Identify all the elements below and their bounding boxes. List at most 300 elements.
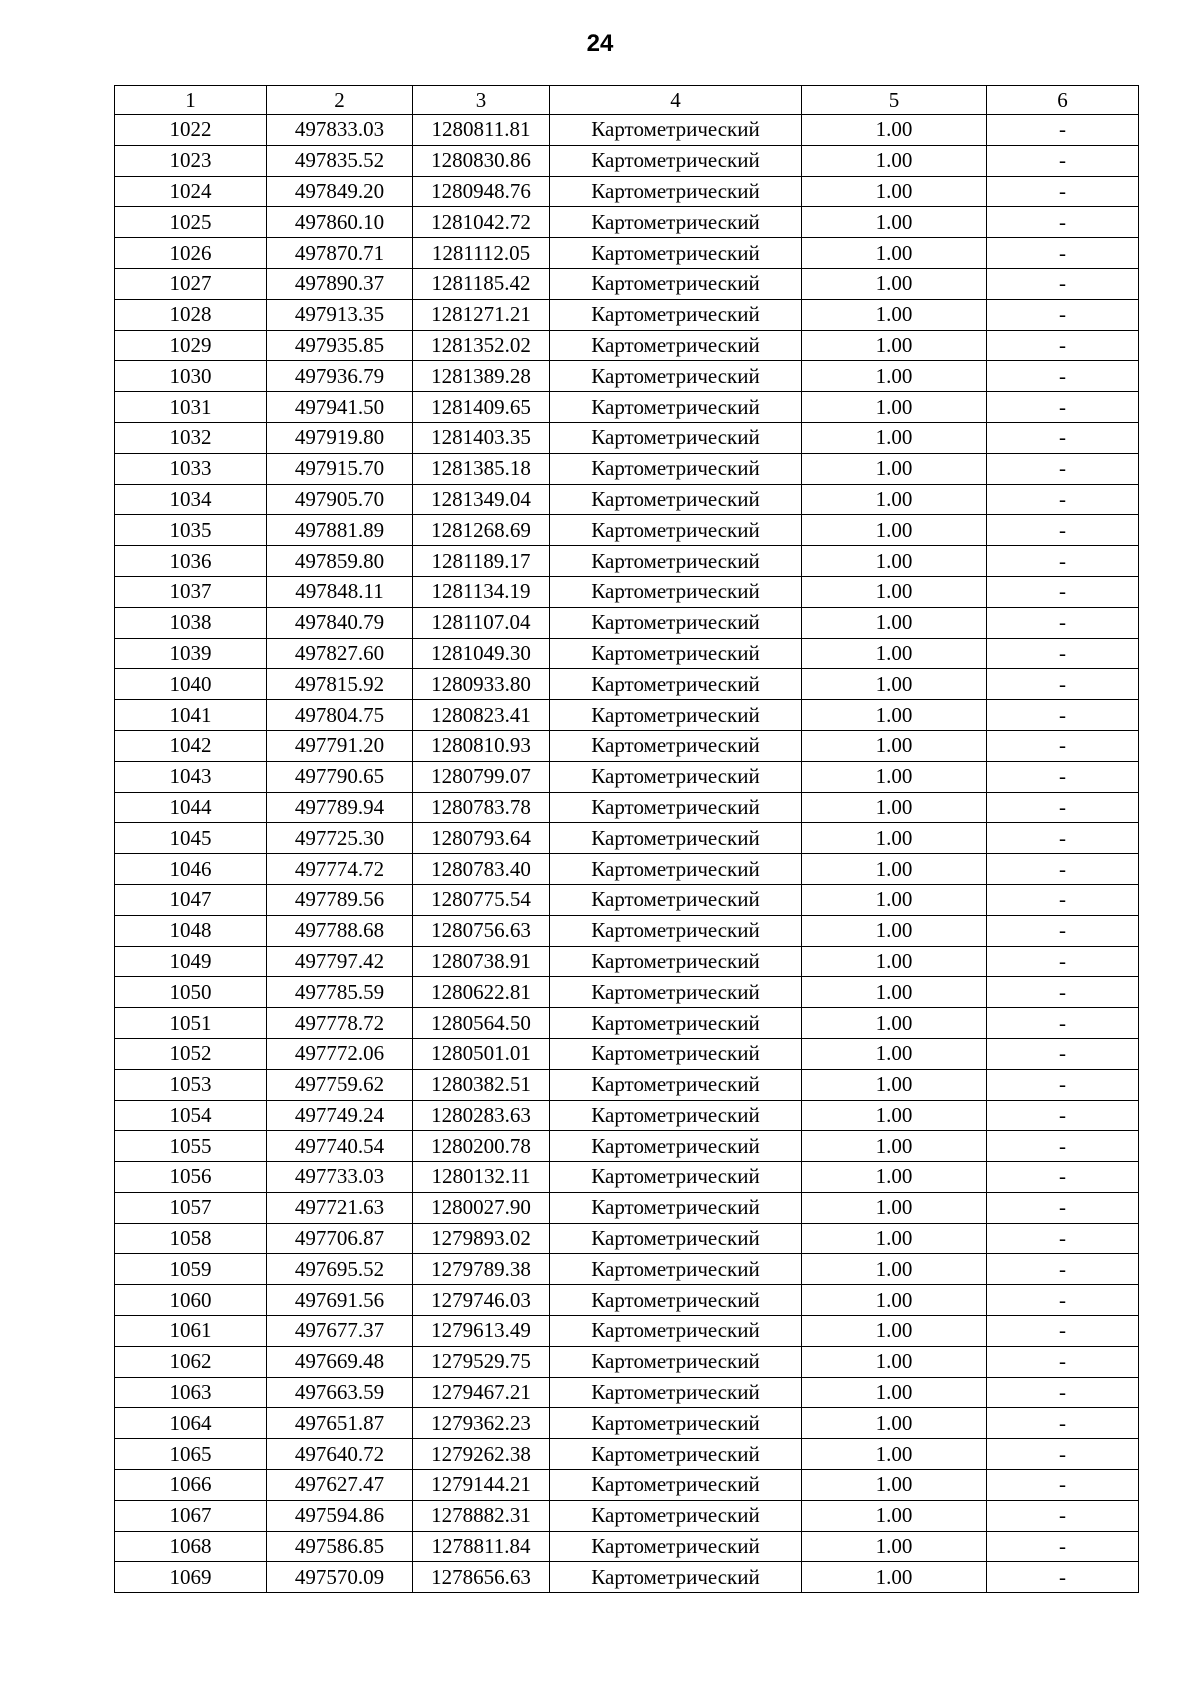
method-cell: Картометрический — [550, 361, 802, 392]
y-coordinate-cell: 1280283.63 — [413, 1100, 550, 1131]
x-coordinate-cell: 497570.09 — [267, 1562, 413, 1593]
y-coordinate-cell: 1281389.28 — [413, 361, 550, 392]
x-coordinate-cell: 497627.47 — [267, 1470, 413, 1501]
method-cell: Картометрический — [550, 207, 802, 238]
description-cell: - — [987, 1346, 1139, 1377]
point-number-cell: 1022 — [115, 115, 267, 146]
precision-cell: 1.00 — [802, 115, 987, 146]
point-number-cell: 1053 — [115, 1069, 267, 1100]
method-cell: Картометрический — [550, 330, 802, 361]
table-row — [115, 792, 1139, 823]
y-coordinate-cell: 1279789.38 — [413, 1254, 550, 1285]
method-cell: Картометрический — [550, 238, 802, 269]
y-coordinate-cell: 1281271.21 — [413, 299, 550, 330]
table-row — [115, 1162, 1139, 1193]
method-cell: Картометрический — [550, 1439, 802, 1470]
y-coordinate-cell: 1281107.04 — [413, 607, 550, 638]
x-coordinate-cell: 497740.54 — [267, 1131, 413, 1162]
precision-cell: 1.00 — [802, 1100, 987, 1131]
point-number-cell: 1027 — [115, 268, 267, 299]
column-header: 3 — [413, 86, 550, 115]
y-coordinate-cell: 1280756.63 — [413, 915, 550, 946]
precision-cell: 1.00 — [802, 1254, 987, 1285]
method-cell: Картометрический — [550, 884, 802, 915]
table-row — [115, 946, 1139, 977]
point-number-cell: 1058 — [115, 1223, 267, 1254]
column-header: 4 — [550, 86, 802, 115]
y-coordinate-cell: 1280738.91 — [413, 946, 550, 977]
column-header: 6 — [987, 86, 1139, 115]
table-row — [115, 730, 1139, 761]
method-cell: Картометрический — [550, 1562, 802, 1593]
point-number-cell: 1063 — [115, 1377, 267, 1408]
x-coordinate-cell: 497881.89 — [267, 515, 413, 546]
method-cell: Картометрический — [550, 1162, 802, 1193]
method-cell: Картометрический — [550, 484, 802, 515]
y-coordinate-cell: 1280783.78 — [413, 792, 550, 823]
precision-cell: 1.00 — [802, 1316, 987, 1347]
y-coordinate-cell: 1280622.81 — [413, 977, 550, 1008]
point-number-cell: 1025 — [115, 207, 267, 238]
precision-cell: 1.00 — [802, 1069, 987, 1100]
table-row — [115, 1531, 1139, 1562]
point-number-cell: 1049 — [115, 946, 267, 977]
x-coordinate-cell: 497594.86 — [267, 1500, 413, 1531]
description-cell: - — [987, 1069, 1139, 1100]
method-cell: Картометрический — [550, 1069, 802, 1100]
table-row — [115, 823, 1139, 854]
x-coordinate-cell: 497870.71 — [267, 238, 413, 269]
y-coordinate-cell: 1278882.31 — [413, 1500, 550, 1531]
y-coordinate-cell: 1280823.41 — [413, 700, 550, 731]
description-cell: - — [987, 1531, 1139, 1562]
description-cell: - — [987, 1223, 1139, 1254]
point-number-cell: 1036 — [115, 546, 267, 577]
x-coordinate-cell: 497640.72 — [267, 1439, 413, 1470]
y-coordinate-cell: 1280200.78 — [413, 1131, 550, 1162]
precision-cell: 1.00 — [802, 946, 987, 977]
x-coordinate-cell: 497725.30 — [267, 823, 413, 854]
description-cell: - — [987, 761, 1139, 792]
table-row — [115, 1346, 1139, 1377]
y-coordinate-cell: 1278656.63 — [413, 1562, 550, 1593]
point-number-cell: 1026 — [115, 238, 267, 269]
precision-cell: 1.00 — [802, 823, 987, 854]
description-cell: - — [987, 1439, 1139, 1470]
method-cell: Картометрический — [550, 546, 802, 577]
table-header-row — [115, 86, 1139, 115]
method-cell: Картометрический — [550, 1008, 802, 1039]
precision-cell: 1.00 — [802, 361, 987, 392]
point-number-cell: 1041 — [115, 700, 267, 731]
y-coordinate-cell: 1281185.42 — [413, 268, 550, 299]
method-cell: Картометрический — [550, 669, 802, 700]
method-cell: Картометрический — [550, 1192, 802, 1223]
method-cell: Картометрический — [550, 1100, 802, 1131]
precision-cell: 1.00 — [802, 915, 987, 946]
column-header: 2 — [267, 86, 413, 115]
method-cell: Картометрический — [550, 1346, 802, 1377]
table-row — [115, 1223, 1139, 1254]
description-cell: - — [987, 1500, 1139, 1531]
y-coordinate-cell: 1279529.75 — [413, 1346, 550, 1377]
precision-cell: 1.00 — [802, 1223, 987, 1254]
point-number-cell: 1042 — [115, 730, 267, 761]
x-coordinate-cell: 497915.70 — [267, 453, 413, 484]
y-coordinate-cell: 1279467.21 — [413, 1377, 550, 1408]
point-number-cell: 1055 — [115, 1131, 267, 1162]
point-number-cell: 1043 — [115, 761, 267, 792]
x-coordinate-cell: 497772.06 — [267, 1038, 413, 1069]
precision-cell: 1.00 — [802, 1192, 987, 1223]
method-cell: Картометрический — [550, 700, 802, 731]
x-coordinate-cell: 497677.37 — [267, 1316, 413, 1347]
x-coordinate-cell: 497919.80 — [267, 422, 413, 453]
precision-cell: 1.00 — [802, 238, 987, 269]
column-header: 1 — [115, 86, 267, 115]
y-coordinate-cell: 1281189.17 — [413, 546, 550, 577]
table-row — [115, 207, 1139, 238]
method-cell: Картометрический — [550, 638, 802, 669]
y-coordinate-cell: 1281403.35 — [413, 422, 550, 453]
point-number-cell: 1046 — [115, 854, 267, 885]
description-cell: - — [987, 176, 1139, 207]
description-cell: - — [987, 115, 1139, 146]
point-number-cell: 1061 — [115, 1316, 267, 1347]
precision-cell: 1.00 — [802, 1500, 987, 1531]
x-coordinate-cell: 497706.87 — [267, 1223, 413, 1254]
y-coordinate-cell: 1280793.64 — [413, 823, 550, 854]
method-cell: Картометрический — [550, 1531, 802, 1562]
precision-cell: 1.00 — [802, 761, 987, 792]
table-row — [115, 176, 1139, 207]
x-coordinate-cell: 497691.56 — [267, 1285, 413, 1316]
x-coordinate-cell: 497651.87 — [267, 1408, 413, 1439]
method-cell: Картометрический — [550, 823, 802, 854]
x-coordinate-cell: 497860.10 — [267, 207, 413, 238]
y-coordinate-cell: 1280027.90 — [413, 1192, 550, 1223]
point-number-cell: 1033 — [115, 453, 267, 484]
y-coordinate-cell: 1279613.49 — [413, 1316, 550, 1347]
x-coordinate-cell: 497827.60 — [267, 638, 413, 669]
y-coordinate-cell: 1280830.86 — [413, 145, 550, 176]
description-cell: - — [987, 330, 1139, 361]
method-cell: Картометрический — [550, 299, 802, 330]
x-coordinate-cell: 497833.03 — [267, 115, 413, 146]
y-coordinate-cell: 1281385.18 — [413, 453, 550, 484]
method-cell: Картометрический — [550, 1131, 802, 1162]
point-number-cell: 1035 — [115, 515, 267, 546]
x-coordinate-cell: 497695.52 — [267, 1254, 413, 1285]
point-number-cell: 1048 — [115, 915, 267, 946]
description-cell: - — [987, 1470, 1139, 1501]
y-coordinate-cell: 1281409.65 — [413, 392, 550, 423]
precision-cell: 1.00 — [802, 176, 987, 207]
x-coordinate-cell: 497749.24 — [267, 1100, 413, 1131]
y-coordinate-cell: 1281349.04 — [413, 484, 550, 515]
description-cell: - — [987, 792, 1139, 823]
point-number-cell: 1060 — [115, 1285, 267, 1316]
description-cell: - — [987, 1285, 1139, 1316]
point-number-cell: 1031 — [115, 392, 267, 423]
point-number-cell: 1050 — [115, 977, 267, 1008]
point-number-cell: 1037 — [115, 576, 267, 607]
description-cell: - — [987, 730, 1139, 761]
precision-cell: 1.00 — [802, 299, 987, 330]
y-coordinate-cell: 1280948.76 — [413, 176, 550, 207]
precision-cell: 1.00 — [802, 792, 987, 823]
description-cell: - — [987, 1408, 1139, 1439]
y-coordinate-cell: 1280132.11 — [413, 1162, 550, 1193]
table-row — [115, 669, 1139, 700]
point-number-cell: 1062 — [115, 1346, 267, 1377]
table-row — [115, 1008, 1139, 1039]
y-coordinate-cell: 1280811.81 — [413, 115, 550, 146]
x-coordinate-cell: 497789.94 — [267, 792, 413, 823]
table-row — [115, 1408, 1139, 1439]
table-row — [115, 361, 1139, 392]
y-coordinate-cell: 1281042.72 — [413, 207, 550, 238]
description-cell: - — [987, 1162, 1139, 1193]
description-cell: - — [987, 576, 1139, 607]
table-row — [115, 1069, 1139, 1100]
precision-cell: 1.00 — [802, 1131, 987, 1162]
method-cell: Картометрический — [550, 1377, 802, 1408]
method-cell: Картометрический — [550, 854, 802, 885]
y-coordinate-cell: 1281049.30 — [413, 638, 550, 669]
table-row — [115, 761, 1139, 792]
y-coordinate-cell: 1281134.19 — [413, 576, 550, 607]
table-row — [115, 515, 1139, 546]
table-row — [115, 1562, 1139, 1593]
table-row — [115, 1100, 1139, 1131]
method-cell: Картометрический — [550, 1254, 802, 1285]
point-number-cell: 1051 — [115, 1008, 267, 1039]
method-cell: Картометрический — [550, 607, 802, 638]
description-cell: - — [987, 1192, 1139, 1223]
table-row — [115, 1439, 1139, 1470]
table-row — [115, 700, 1139, 731]
table-row — [115, 330, 1139, 361]
description-cell: - — [987, 669, 1139, 700]
method-cell: Картометрический — [550, 946, 802, 977]
x-coordinate-cell: 497936.79 — [267, 361, 413, 392]
description-cell: - — [987, 1377, 1139, 1408]
table-row — [115, 1500, 1139, 1531]
method-cell: Картометрический — [550, 176, 802, 207]
x-coordinate-cell: 497791.20 — [267, 730, 413, 761]
table-row — [115, 299, 1139, 330]
method-cell: Картометрический — [550, 1316, 802, 1347]
x-coordinate-cell: 497804.75 — [267, 700, 413, 731]
precision-cell: 1.00 — [802, 1285, 987, 1316]
x-coordinate-cell: 497663.59 — [267, 1377, 413, 1408]
y-coordinate-cell: 1279144.21 — [413, 1470, 550, 1501]
description-cell: - — [987, 884, 1139, 915]
point-number-cell: 1057 — [115, 1192, 267, 1223]
precision-cell: 1.00 — [802, 1038, 987, 1069]
x-coordinate-cell: 497733.03 — [267, 1162, 413, 1193]
table-row — [115, 1192, 1139, 1223]
method-cell: Картометрический — [550, 1408, 802, 1439]
table-row — [115, 638, 1139, 669]
precision-cell: 1.00 — [802, 1162, 987, 1193]
description-cell: - — [987, 392, 1139, 423]
precision-cell: 1.00 — [802, 1346, 987, 1377]
precision-cell: 1.00 — [802, 884, 987, 915]
description-cell: - — [987, 546, 1139, 577]
table-row — [115, 392, 1139, 423]
x-coordinate-cell: 497789.56 — [267, 884, 413, 915]
description-cell: - — [987, 1316, 1139, 1347]
x-coordinate-cell: 497849.20 — [267, 176, 413, 207]
table-row — [115, 1470, 1139, 1501]
x-coordinate-cell: 497586.85 — [267, 1531, 413, 1562]
description-cell: - — [987, 268, 1139, 299]
precision-cell: 1.00 — [802, 1408, 987, 1439]
description-cell: - — [987, 915, 1139, 946]
x-coordinate-cell: 497905.70 — [267, 484, 413, 515]
table-row — [115, 1131, 1139, 1162]
method-cell: Картометрический — [550, 392, 802, 423]
y-coordinate-cell: 1280382.51 — [413, 1069, 550, 1100]
method-cell: Картометрический — [550, 792, 802, 823]
point-number-cell: 1066 — [115, 1470, 267, 1501]
point-number-cell: 1029 — [115, 330, 267, 361]
table-row — [115, 607, 1139, 638]
method-cell: Картометрический — [550, 115, 802, 146]
precision-cell: 1.00 — [802, 392, 987, 423]
precision-cell: 1.00 — [802, 422, 987, 453]
precision-cell: 1.00 — [802, 330, 987, 361]
description-cell: - — [987, 238, 1139, 269]
y-coordinate-cell: 1281352.02 — [413, 330, 550, 361]
point-number-cell: 1052 — [115, 1038, 267, 1069]
description-cell: - — [987, 515, 1139, 546]
table-row — [115, 1316, 1139, 1347]
x-coordinate-cell: 497778.72 — [267, 1008, 413, 1039]
precision-cell: 1.00 — [802, 1377, 987, 1408]
x-coordinate-cell: 497848.11 — [267, 576, 413, 607]
x-coordinate-cell: 497669.48 — [267, 1346, 413, 1377]
method-cell: Картометрический — [550, 915, 802, 946]
y-coordinate-cell: 1279362.23 — [413, 1408, 550, 1439]
description-cell: - — [987, 299, 1139, 330]
precision-cell: 1.00 — [802, 1470, 987, 1501]
description-cell: - — [987, 1131, 1139, 1162]
precision-cell: 1.00 — [802, 700, 987, 731]
method-cell: Картометрический — [550, 977, 802, 1008]
point-number-cell: 1054 — [115, 1100, 267, 1131]
table-row — [115, 268, 1139, 299]
point-number-cell: 1045 — [115, 823, 267, 854]
description-cell: - — [987, 1254, 1139, 1285]
point-number-cell: 1068 — [115, 1531, 267, 1562]
description-cell: - — [987, 422, 1139, 453]
table-row — [115, 977, 1139, 1008]
point-number-cell: 1065 — [115, 1439, 267, 1470]
table-row — [115, 915, 1139, 946]
point-number-cell: 1047 — [115, 884, 267, 915]
description-cell: - — [987, 361, 1139, 392]
precision-cell: 1.00 — [802, 977, 987, 1008]
y-coordinate-cell: 1280564.50 — [413, 1008, 550, 1039]
column-header: 5 — [802, 86, 987, 115]
y-coordinate-cell: 1279262.38 — [413, 1439, 550, 1470]
description-cell: - — [987, 607, 1139, 638]
description-cell: - — [987, 638, 1139, 669]
y-coordinate-cell: 1280933.80 — [413, 669, 550, 700]
method-cell: Картометрический — [550, 1038, 802, 1069]
x-coordinate-cell: 497913.35 — [267, 299, 413, 330]
y-coordinate-cell: 1280810.93 — [413, 730, 550, 761]
table-row — [115, 1285, 1139, 1316]
table-row — [115, 453, 1139, 484]
precision-cell: 1.00 — [802, 453, 987, 484]
y-coordinate-cell: 1280799.07 — [413, 761, 550, 792]
table-row — [115, 238, 1139, 269]
precision-cell: 1.00 — [802, 207, 987, 238]
method-cell: Картометрический — [550, 1500, 802, 1531]
method-cell: Картометрический — [550, 730, 802, 761]
precision-cell: 1.00 — [802, 546, 987, 577]
description-cell: - — [987, 700, 1139, 731]
precision-cell: 1.00 — [802, 515, 987, 546]
point-number-cell: 1028 — [115, 299, 267, 330]
table-row — [115, 422, 1139, 453]
description-cell: - — [987, 1008, 1139, 1039]
method-cell: Картометрический — [550, 1470, 802, 1501]
precision-cell: 1.00 — [802, 576, 987, 607]
x-coordinate-cell: 497759.62 — [267, 1069, 413, 1100]
method-cell: Картометрический — [550, 761, 802, 792]
x-coordinate-cell: 497859.80 — [267, 546, 413, 577]
point-number-cell: 1069 — [115, 1562, 267, 1593]
description-cell: - — [987, 453, 1139, 484]
x-coordinate-cell: 497935.85 — [267, 330, 413, 361]
table-row — [115, 484, 1139, 515]
x-coordinate-cell: 497835.52 — [267, 145, 413, 176]
point-number-cell: 1040 — [115, 669, 267, 700]
precision-cell: 1.00 — [802, 854, 987, 885]
y-coordinate-cell: 1280783.40 — [413, 854, 550, 885]
description-cell: - — [987, 1038, 1139, 1069]
precision-cell: 1.00 — [802, 1562, 987, 1593]
x-coordinate-cell: 497790.65 — [267, 761, 413, 792]
point-number-cell: 1064 — [115, 1408, 267, 1439]
method-cell: Картометрический — [550, 1285, 802, 1316]
method-cell: Картометрический — [550, 576, 802, 607]
description-cell: - — [987, 946, 1139, 977]
description-cell: - — [987, 977, 1139, 1008]
y-coordinate-cell: 1278811.84 — [413, 1531, 550, 1562]
table-row — [115, 1377, 1139, 1408]
x-coordinate-cell: 497788.68 — [267, 915, 413, 946]
x-coordinate-cell: 497890.37 — [267, 268, 413, 299]
method-cell: Картометрический — [550, 422, 802, 453]
precision-cell: 1.00 — [802, 1531, 987, 1562]
table-row — [115, 115, 1139, 146]
method-cell: Картометрический — [550, 515, 802, 546]
description-cell: - — [987, 145, 1139, 176]
x-coordinate-cell: 497941.50 — [267, 392, 413, 423]
precision-cell: 1.00 — [802, 607, 987, 638]
point-number-cell: 1059 — [115, 1254, 267, 1285]
y-coordinate-cell: 1280501.01 — [413, 1038, 550, 1069]
description-cell: - — [987, 823, 1139, 854]
point-number-cell: 1056 — [115, 1162, 267, 1193]
point-number-cell: 1023 — [115, 145, 267, 176]
